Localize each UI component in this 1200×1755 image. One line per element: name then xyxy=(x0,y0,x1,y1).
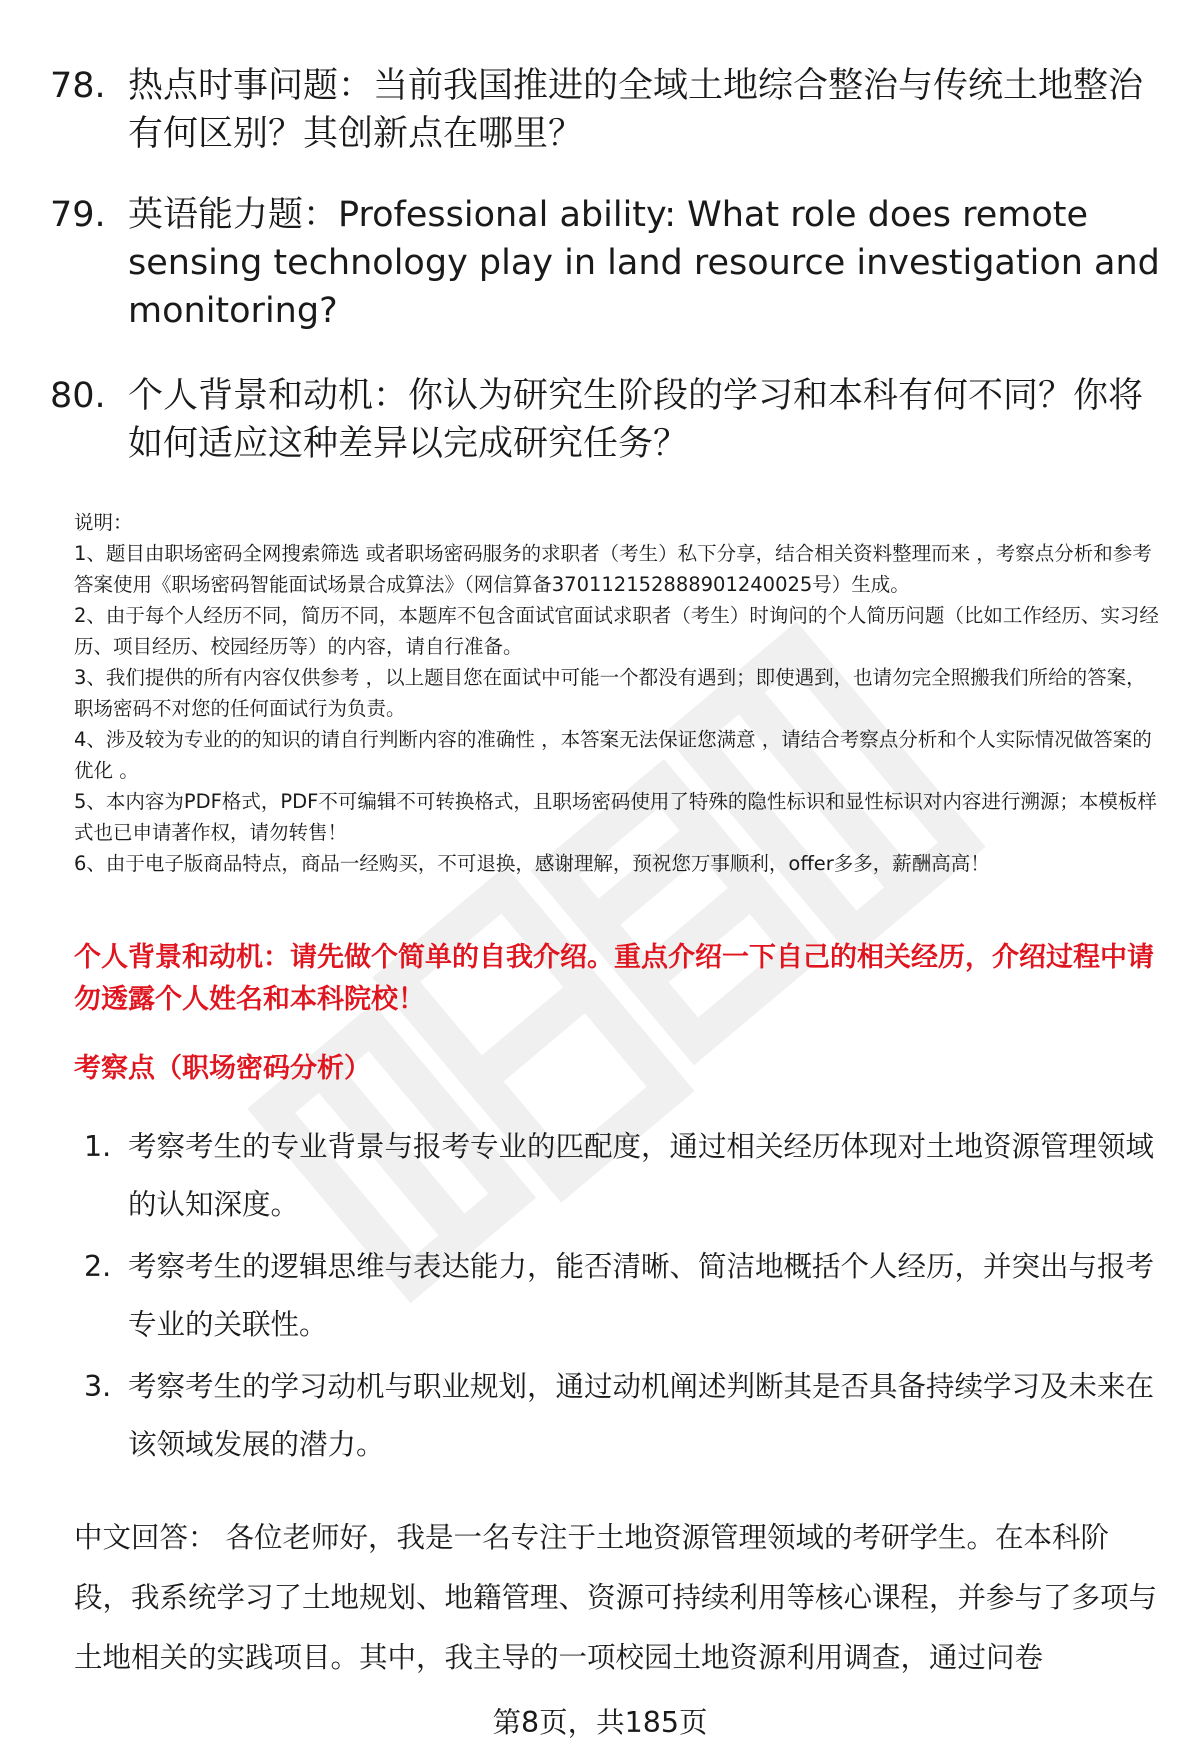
note-item: 2、由于每个人经历不同，简历不同，本题库不包含面试官面试求职者（考生）时询问的个人简历问题（比如工作经历、实习经历、项目经历、校园经历等）的内容，请自行准备。 xyxy=(74,604,1159,658)
question-79 xyxy=(50,191,1170,335)
question-text: 个人背景和动机：你认为研究生阶段的学习和本科有何不同？你将如何适应这种差异以完成研究任务？ xyxy=(128,376,1144,464)
note-item: 1、题目由职场密码全网搜索筛选 或者职场密码服务的求职者（考生）私下分享，结合相关资料整理而来 ，考察点分析和参考答案使用《职场密码智能面试场景合成算法》（网信算备370112152888901240025号）生成。 xyxy=(74,542,1152,596)
note-item: 5、本内容为PDF格式，PDF不可编辑不可转换格式，且职场密码使用了特殊的隐性标识和显性标识对内容进行溯源；本模板样式也已申请著作权，请勿转售！ xyxy=(74,790,1157,844)
notes-heading: 说明： xyxy=(74,511,133,534)
analysis-heading: 考察点（职场密码分析） xyxy=(74,1053,371,1084)
note-item: 6、由于电子版商品特点，商品一经购买，不可退换，感谢理解，预祝您万事顺利，offer多多，薪酬高高！ xyxy=(74,852,990,875)
question-text: 英语能力题：Professional ability: What role does remote sensing technology play in land resource investigation and monitoring? xyxy=(128,195,1160,331)
list-item xyxy=(84,1238,1164,1354)
note-item: 4、涉及较为专业的的知识的请自行判断内容的准确性 ，本答案无法保证您满意 ，请结合考察点分析和个人实际情况做答案的优化 。 xyxy=(74,728,1152,782)
point-text: 考察考生的学习动机与职业规划，通过动机阐述判断其是否具备持续学习及未来在该领域发展的潜力。 xyxy=(128,1370,1155,1461)
list-item xyxy=(84,1358,1164,1474)
answer-text: 中文回答： 各位老师好，我是一名专注于土地资源管理领域的考研学生。在本科阶段，我系统学习了土地规划、地籍管理、资源可持续利用等核心课程，并参与了多项与土地相关的实践项目。其中，我主导的一项校园土地资源利用调查，通过问卷 xyxy=(74,1521,1158,1674)
question-text: 热点时事问题：当前我国推进的全域土地综合整治与传统土地整治有何区别？其创新点在哪里？ xyxy=(128,66,1144,154)
question-number: 79. xyxy=(50,195,106,235)
list-item xyxy=(84,1118,1164,1234)
section-question: 个人背景和动机：请先做个简单的自我介绍。重点介绍一下自己的相关经历，介绍过程中请勿透露个人姓名和本科院校！ xyxy=(74,942,1154,1015)
question-number: 80. xyxy=(50,376,106,416)
question-number: 78. xyxy=(50,66,106,106)
point-number: 1. xyxy=(84,1130,112,1163)
point-text: 考察考生的逻辑思维与表达能力，能否清晰、简洁地概括个人经历，并突出与报考专业的关联性。 xyxy=(128,1250,1155,1341)
question-80 xyxy=(50,372,1170,468)
point-number: 3. xyxy=(84,1370,112,1403)
page-number: 第8页，共185页 xyxy=(492,1706,708,1739)
point-number: 2. xyxy=(84,1250,112,1283)
note-item: 3、我们提供的所有内容仅供参考 ，以上题目您在面试中可能一个都没有遇到；即使遇到，也请勿完全照搬我们所给的答案，职场密码不对您的任何面试行为负责。 xyxy=(74,666,1146,720)
point-text: 考察考生的专业背景与报考专业的匹配度，通过相关经历体现对土地资源管理领域的认知深度。 xyxy=(128,1130,1155,1221)
analysis-points xyxy=(84,1118,1164,1478)
disclaimer-notes xyxy=(74,507,1164,879)
question-78 xyxy=(50,62,1170,158)
